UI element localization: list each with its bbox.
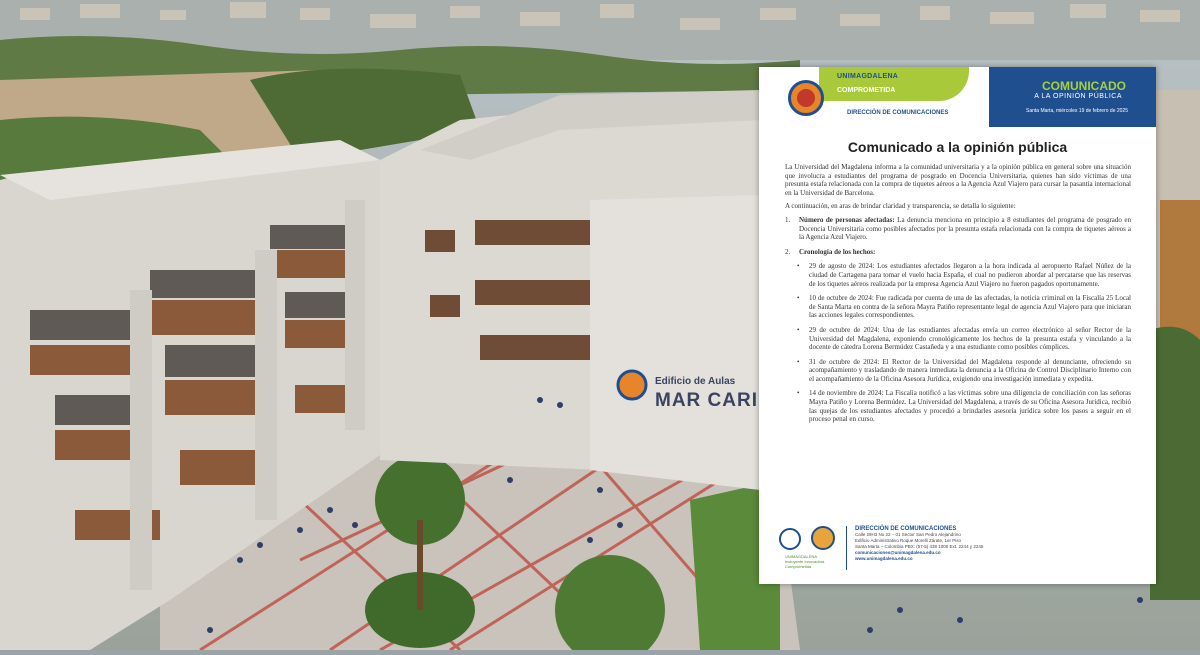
bullet-icon: •	[797, 325, 800, 334]
item-text	[799, 216, 1131, 242]
timeline-item	[797, 326, 1131, 352]
press-release-document	[759, 67, 1156, 584]
intro-paragraph: La Universidad del Magdalena informa a la comunidad universitaria y a la opinión pública en general sobre una situación que involucra a estudiantes del programa de posgrado en Docencia Universitaria, quienes han sido víctimas de una presunta estafa relacionada con la compra de tiquetes aéreos a la Agencia Azul Viajero para cursar la pasantía internacional en la Universidad de Barcelona.	[785, 163, 1131, 197]
item-number: 2.	[785, 247, 791, 256]
building-sign-line1: Edificio de Aulas	[655, 376, 736, 387]
document-footer	[759, 522, 1156, 584]
department-name: DIRECCIÓN DE COMUNICACIONES	[847, 110, 949, 116]
document-title: Comunicado a la opinión pública	[847, 139, 1068, 155]
timeline-item	[797, 358, 1131, 384]
university-seal-icon	[788, 80, 824, 116]
university-name: UNIMAGDALENA	[837, 73, 899, 80]
footer-seal-icon	[811, 526, 835, 550]
bullet-icon: •	[797, 357, 800, 366]
seal-center	[797, 89, 815, 107]
footer-divider	[846, 526, 847, 570]
footer-logo-icon	[779, 528, 801, 550]
timeline-item	[797, 262, 1131, 288]
bullet-icon: •	[797, 294, 800, 303]
right-building-facade	[1160, 200, 1200, 340]
document-date: Santa Marta, miércoles 19 de febrero de 2025	[1025, 108, 1128, 114]
footer-info	[855, 526, 1145, 562]
item-label: Número de personas afectadas:	[799, 215, 895, 224]
list-item-affected	[785, 216, 1131, 242]
footer-heading: DIRECCIÓN DE COMUNICACIONES	[855, 526, 957, 532]
document-body	[785, 163, 1131, 430]
timeline-item	[797, 389, 1131, 423]
footer-address-2: Edificio Administrativo Roque Morelli Zárate, 1er Piso	[855, 538, 962, 543]
item-number: 1.	[785, 215, 791, 224]
right-trees	[1150, 327, 1200, 600]
bullet-icon: •	[797, 262, 800, 271]
timeline-item	[797, 294, 1131, 320]
building-sign-line2: MAR CARI	[655, 390, 758, 411]
lead-paragraph: A continuación, en aras de brindar claridad y transparencia, se detalla lo siguiente:	[785, 202, 1016, 211]
comunicado-label: COMUNICADO	[1042, 79, 1126, 93]
footer-address-1: Calle 29H3 No 22 – 01 Sector San Pedro Alejandrino	[855, 532, 961, 537]
timeline-text: 31 de octubre de 2024: El Rector de la Universidad del Magdalena responde al denunciante, ofreciendo su acompañamiento y trasladando de manera inmediata la denuncia a la Oficina de Control Disciplinario Interno con el acompañamiento de la Oficina Asesora Jurídica, exigiendo una investigación inmediata y expedita.	[809, 357, 1131, 383]
list-item-timeline	[785, 248, 1131, 257]
document-header	[759, 67, 1156, 127]
timeline-text: 10 de octubre de 2024: Fue radicada por cuenta de una de las afectadas, la noticia criminal en la Fiscalía 25 Local de Santa Marta en contra de la señora Mayra Patiño representante legal de agencia Azul Viajero para que iniciaran las acciones legales correspondientes.	[809, 294, 1131, 320]
item-label: Cronología de los hechos:	[799, 247, 876, 256]
footer-small-logo-text: UNIMAGDALENA Incluyente Innovadora Comprometida	[785, 554, 825, 569]
building-logo	[618, 371, 646, 399]
footer-web-link[interactable]: www.unimagdalena.edu.co	[855, 556, 913, 561]
university-motto: COMPROMETIDA	[837, 87, 896, 94]
plaza-tree-trunk	[417, 520, 423, 610]
footer-address-3: Santa Marta – Colombia PBX: (57-5) 438 1000 Ext. 2244 y 2245	[855, 544, 984, 549]
timeline-text: 14 de noviembre de 2024: La Fiscalía notificó a las víctimas sobre una diligencia de conciliación con las señoras Mayra Patiño y Lorena Bermúdez. La Universidad del Magdalena, a través de su Oficina Asesora Jurídica, recibió las quejas de los estudiantes afectados y procedió a brindarles asesoría jurídica sobre los pasos a seguir en el proceso penal en curso.	[809, 389, 1131, 424]
timeline-text: 29 de octubre de 2024: Una de las estudiantes afectadas envía un correo electrónico al señor Rector de la Universidad del Magdalena, exponiendo cronológicamente los hechos de la presunta estafa y vinculando a la docente de cátedra Lorena Bermúdez Castañeda y a una estudiante como posibles cómplices.	[809, 325, 1131, 352]
item-body: La denuncia menciona en principio a 8 estudiantes del programa de posgrado en Docencia Universitaria como posibles afectados por la presunta estafa relacionada con la compra de tiquetes aéreos a la Agencia Azul Viajero.	[799, 215, 1131, 242]
timeline-text: 29 de agosto de 2024: Los estudiantes afectados llegaron a la hora indicada al aeropuerto Rafael Núñez de la ciudad de Cartagena para tomar el vuelo hacia España, el cual no pudieron abordar al percatarse que las reservas de los tiquetes aéreos realizada por la empresa Agencia Azul Viajero no fueron pagados oportunamente.	[809, 262, 1131, 288]
comunicado-subtitle: A LA OPINIÓN PÚBLICA	[1034, 93, 1122, 100]
footer-email-link[interactable]: comunicaciones@unimagdalena.edu.co	[855, 550, 941, 555]
bullet-icon: •	[797, 389, 800, 398]
sign-wall	[590, 195, 760, 490]
